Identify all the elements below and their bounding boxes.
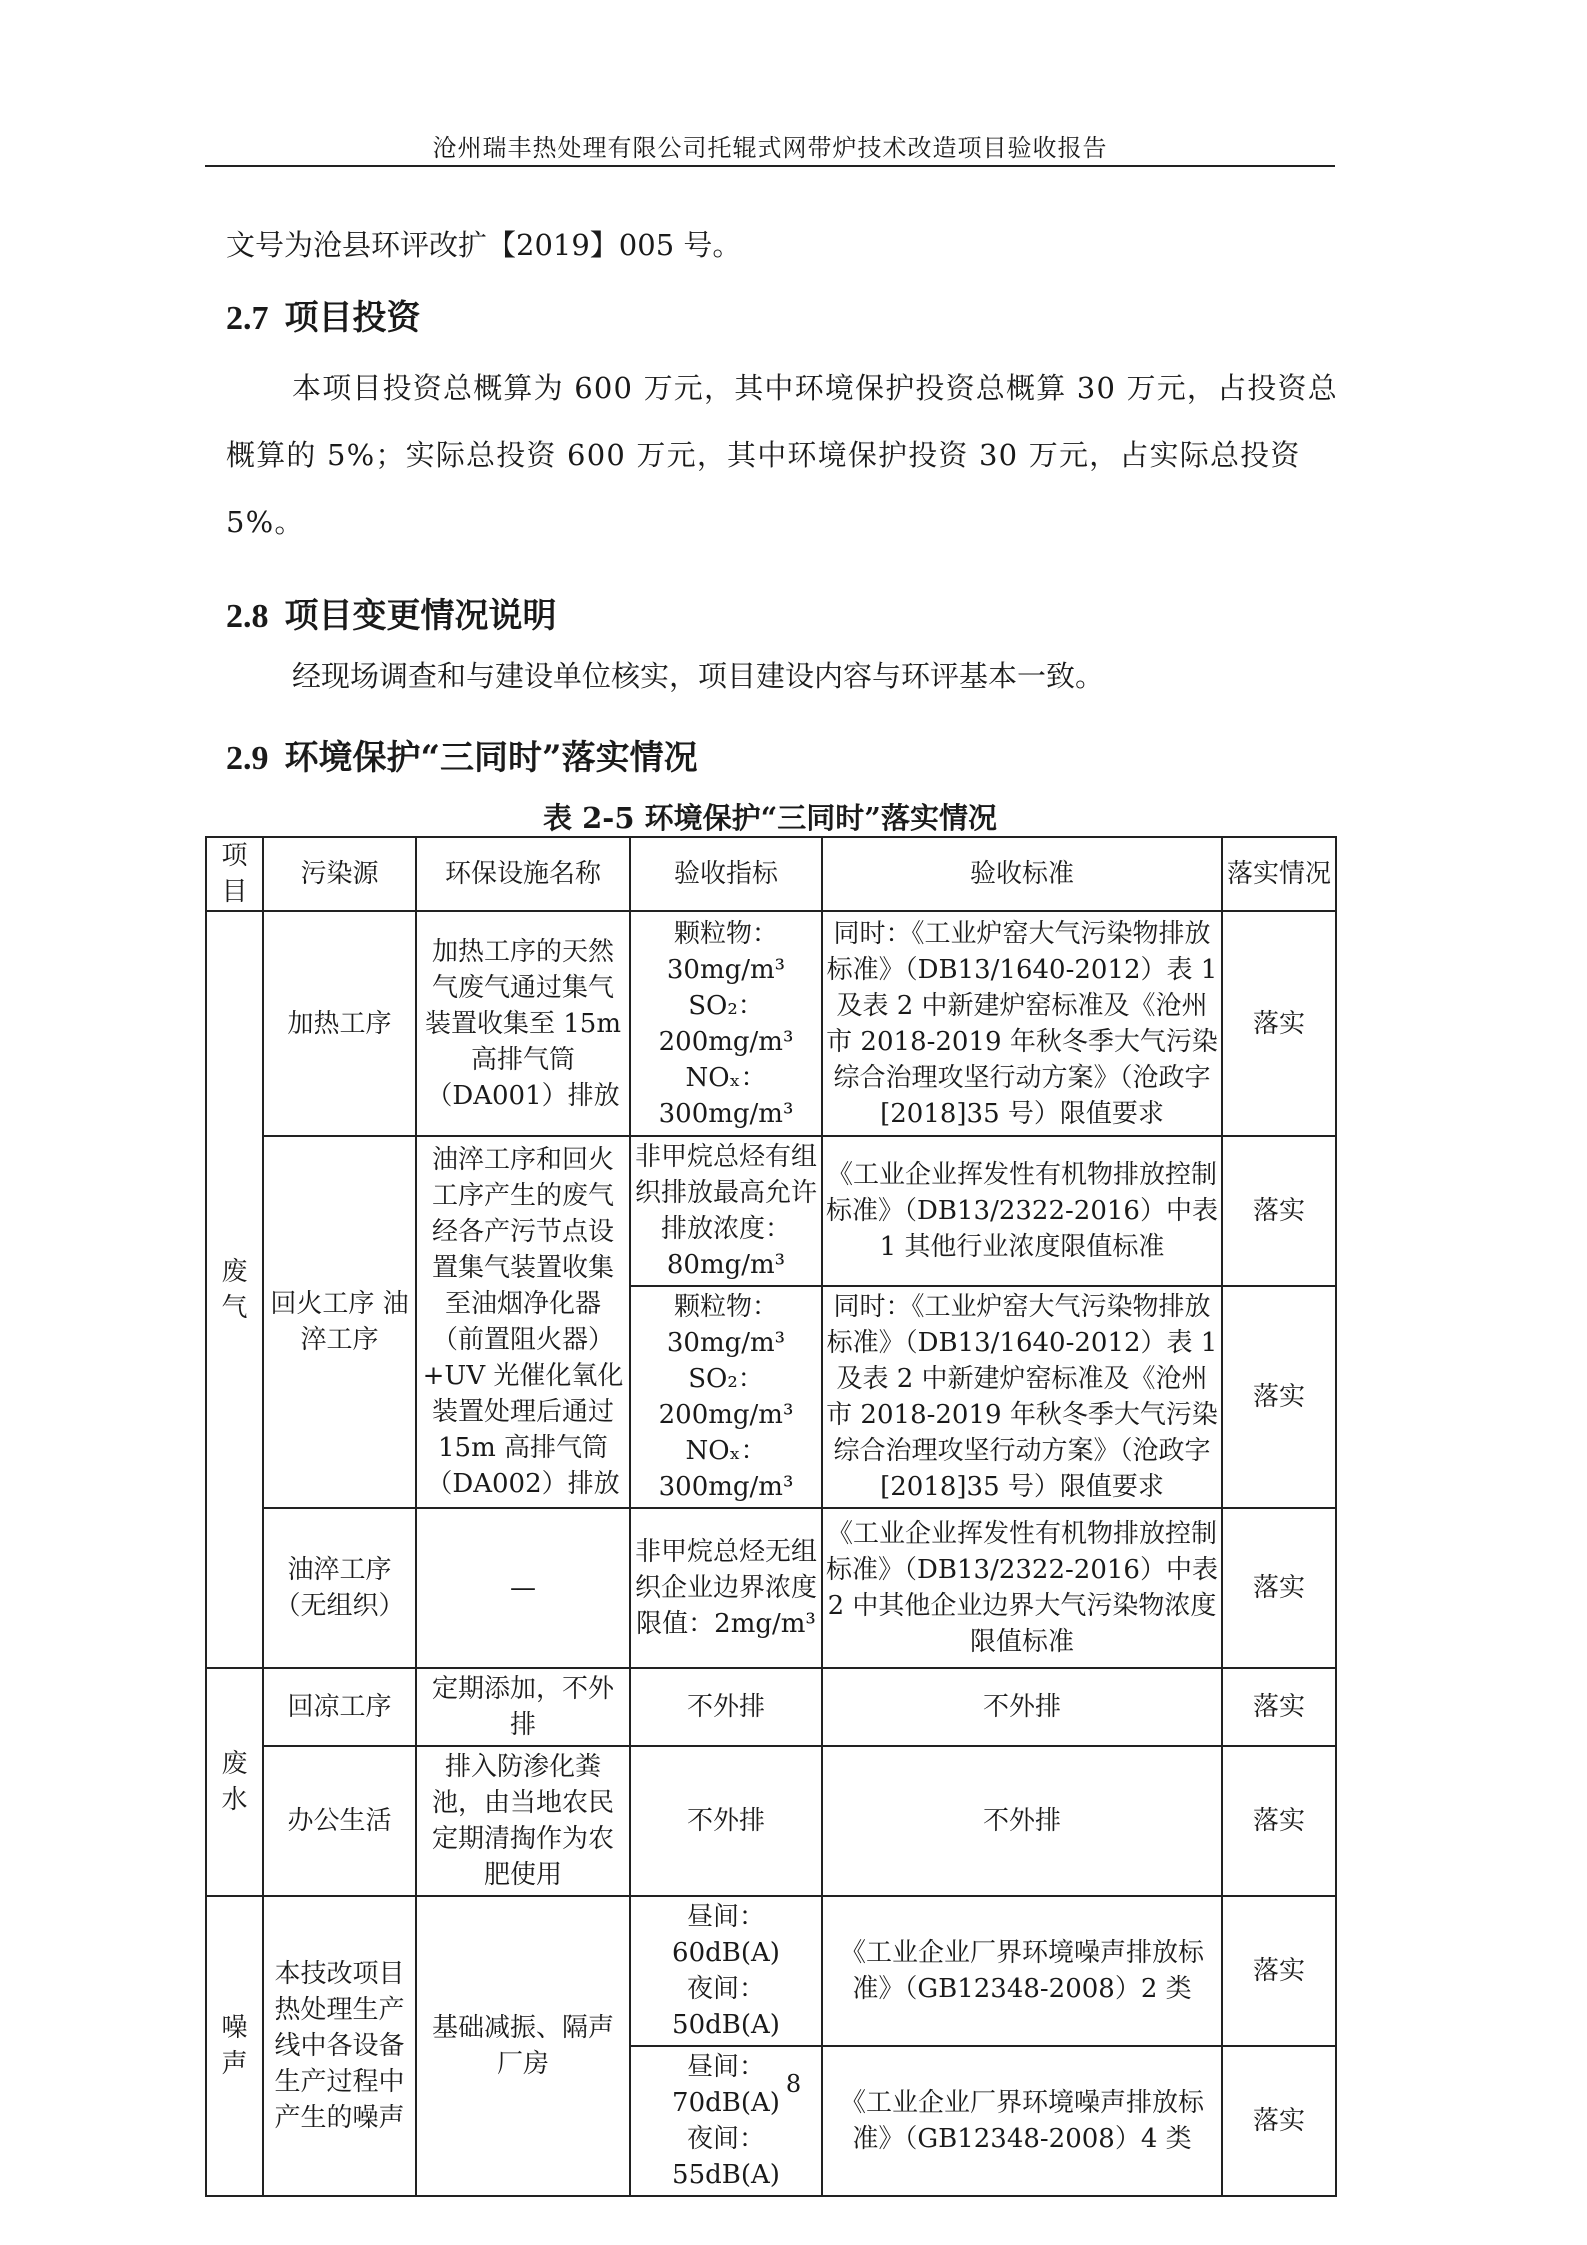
table-row xyxy=(206,1746,1336,1896)
investment-paragraph: 本项目投资总概算为 600 万元，其中环境保护投资总概算 30 万元，占投资总概算的 5%；实际总投资 600 万元，其中环境保护投资 30 万元，占实际总投资 5%。 xyxy=(226,371,1338,539)
facility-cell: 定期添加，不外排 xyxy=(416,1668,630,1746)
change-paragraph: 经现场调查和与建设单位核实，项目建设内容与环评基本一致。 xyxy=(292,659,1105,693)
group-noise: 噪声 xyxy=(206,1896,263,2196)
section-title: 项目投资 xyxy=(284,298,421,338)
section-heading-2-8 xyxy=(226,588,557,637)
table-row xyxy=(206,1136,1336,1286)
indicator-line: 颗粒物：30mg/m³ xyxy=(666,918,786,985)
source-cell: 回凉工序 xyxy=(263,1668,416,1746)
indicator-cell: 不外排 xyxy=(630,1746,822,1896)
source-cell: 油淬工序（无组织） xyxy=(263,1508,416,1668)
table-row xyxy=(206,911,1336,1136)
source-cell: 办公生活 xyxy=(263,1746,416,1896)
indicator-line: NOₓ：300mg/m³ xyxy=(658,1436,794,1502)
group-waste-water: 废水 xyxy=(206,1668,263,1896)
standard-cell: 同时：《工业炉窑大气污染物排放标准》（DB13/1640-2012）表 1 及表 2 中新建炉窑标准及《沧州市 2018-2019 年秋冬季大气污染综合治理攻坚行动方案》（沧政字[2018]35 号）限值要求 xyxy=(822,911,1222,1136)
col-header-standard: 验收标准 xyxy=(822,837,1222,911)
page-number: 8 xyxy=(785,2070,802,2098)
indicator-line: SO₂：200mg/m³ xyxy=(658,990,794,1057)
standard-cell: 不外排 xyxy=(822,1746,1222,1896)
indicator-line: 昼间：70dB(A) xyxy=(672,2052,780,2118)
running-header: 沧州瑞丰热处理有限公司托辊式网带炉技术改造项目验收报告 xyxy=(432,134,1108,162)
group-waste-gas: 废气 xyxy=(206,911,263,1668)
indicator-cell: 非甲烷总烃无组织企业边界浓度限值：2mg/m³ xyxy=(630,1508,822,1668)
status-cell: 落实 xyxy=(1222,1746,1336,1896)
section-number: 2.9 xyxy=(226,740,269,777)
source-cell: 本技改项目热处理生产线中各设备生产过程中产生的噪声 xyxy=(263,1896,416,2196)
status-cell: 落实 xyxy=(1222,1668,1336,1746)
indicator-cell xyxy=(630,1286,822,1508)
section-heading-2-7 xyxy=(226,290,421,339)
table-caption: 表 2-5 环境保护“三同时”落实情况 xyxy=(543,801,997,835)
status-cell: 落实 xyxy=(1222,911,1336,1136)
col-header-facility: 环保设施名称 xyxy=(416,837,630,911)
status-cell: 落实 xyxy=(1222,1136,1336,1286)
col-header-source: 污染源 xyxy=(263,837,416,911)
indicator-cell: 非甲烷总烃有组织排放最高允许排放浓度：80mg/m³ xyxy=(630,1136,822,1286)
col-header-item: 项目 xyxy=(206,837,263,911)
section-title: 环境保护“三同时”落实情况 xyxy=(284,738,698,778)
table-row xyxy=(206,1896,1336,2046)
facility-cell: — xyxy=(416,1508,630,1668)
table-row xyxy=(206,1508,1336,1668)
section-heading-2-9 xyxy=(226,730,698,779)
status-cell: 落实 xyxy=(1222,1896,1336,2046)
header-rule xyxy=(205,165,1335,167)
indicator-line: SO₂：200mg/m³ xyxy=(658,1364,794,1430)
standard-cell: 同时：《工业炉窑大气污染物排放标准》（DB13/1640-2012）表 1 及表 2 中新建炉窑标准及《沧州市 2018-2019 年秋冬季大气污染综合治理攻坚行动方案》（沧政字[2018]35 号）限值要求 xyxy=(822,1286,1222,1508)
indicator-cell xyxy=(630,911,822,1136)
indicator-line: 夜间：55dB(A) xyxy=(672,2124,780,2190)
indicator-line: 颗粒物：30mg/m³ xyxy=(666,1292,786,1358)
table-header-row xyxy=(206,837,1336,911)
facility-cell: 加热工序的天然气废气通过集气装置收集至 15m 高排气筒（DA001）排放 xyxy=(416,911,630,1136)
col-header-indicator: 验收指标 xyxy=(630,837,822,911)
indicator-line: 夜间：50dB(A) xyxy=(672,1974,780,2040)
section-title: 项目变更情况说明 xyxy=(284,596,557,636)
col-header-status: 落实情况 xyxy=(1222,837,1336,911)
facility-cell: 基础减振、隔声厂房 xyxy=(416,1896,630,2196)
standard-cell: 《工业企业挥发性有机物排放控制标准》（DB13/2322-2016）中表 2 中其他企业边界大气污染物浓度限值标准 xyxy=(822,1508,1222,1668)
indicator-line: 昼间：60dB(A) xyxy=(672,1902,780,1968)
section-number: 2.7 xyxy=(226,300,269,337)
facility-cell: 排入防渗化粪池，由当地农民定期清掏作为农肥使用 xyxy=(416,1746,630,1896)
source-cell: 加热工序 xyxy=(263,911,416,1136)
source-cell: 回火工序 油淬工序 xyxy=(263,1136,416,1508)
standard-cell: 不外排 xyxy=(822,1668,1222,1746)
indicator-cell: 不外排 xyxy=(630,1668,822,1746)
section-number: 2.8 xyxy=(226,598,269,635)
standard-cell: 《工业企业厂界环境噪声排放标准》（GB12348-2008）2 类 xyxy=(822,1896,1222,2046)
intro-line: 文号为沧县环评改扩【2019】005 号。 xyxy=(226,228,742,262)
indicator-cell xyxy=(630,2046,822,2196)
indicator-line: NOₓ：300mg/m³ xyxy=(658,1062,794,1129)
status-cell: 落实 xyxy=(1222,2046,1336,2196)
three-simultaneous-table xyxy=(205,836,1337,2197)
facility-cell: 油淬工序和回火工序产生的废气经各产污节点设置集气装置收集至油烟净化器（前置阻火器）+UV 光催化氧化装置处理后通过 15m 高排气筒（DA002）排放 xyxy=(416,1136,630,1508)
status-cell: 落实 xyxy=(1222,1508,1336,1668)
standard-cell: 《工业企业挥发性有机物排放控制标准》（DB13/2322-2016）中表 1 其他行业浓度限值标准 xyxy=(822,1136,1222,1286)
table-row xyxy=(206,1668,1336,1746)
standard-cell: 《工业企业厂界环境噪声排放标准》（GB12348-2008）4 类 xyxy=(822,2046,1222,2196)
status-cell: 落实 xyxy=(1222,1286,1336,1508)
indicator-cell xyxy=(630,1896,822,2046)
